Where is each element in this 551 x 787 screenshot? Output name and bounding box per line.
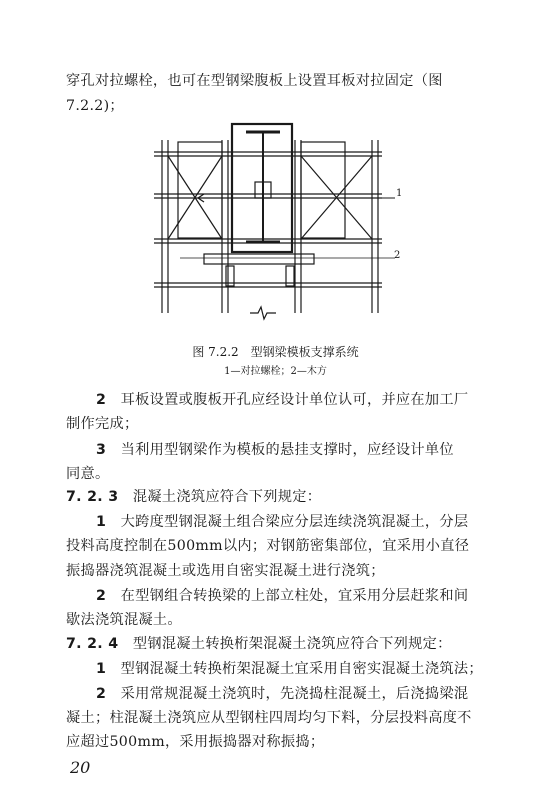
paragraph-text: 型钢混凝土转换桁架混凝土宜采用自密实混凝土浇筑法； — [120, 661, 483, 677]
paragraph-text: 同意。 — [66, 466, 110, 482]
formwork-figure — [150, 118, 420, 330]
section-title: 混凝土浇筑应符合下列规定： — [132, 489, 322, 505]
paragraph-text: 制作完成； — [66, 416, 139, 432]
paragraph-text: 凝土；柱混凝土浇筑应从型钢柱四周均匀下料，分层投料高度不 — [66, 710, 472, 726]
item-number: 3 — [96, 442, 107, 458]
paragraph-text: 当利用型钢梁作为模板的悬挂支撑时，应经设计单位 — [120, 442, 454, 458]
figure-caption: 图 7.2.2 型钢梁模板支撑系统 — [192, 345, 359, 359]
paragraph-text: 投料高度控制在500mm以内；对钢筋密集部位，宜采用小直径 — [66, 538, 470, 554]
paragraph-text: 采用常规混凝土浇筑时，先浇捣柱混凝土，后浇捣梁混 — [120, 686, 469, 702]
page-number: 20 — [70, 758, 91, 777]
paragraph-text: 耳板设置或腹板开孔应经设计单位认可，并应在加工厂 — [120, 392, 469, 408]
paragraph-text: 振捣器浇筑混凝土或选用自密实混凝土进行浇筑； — [66, 563, 385, 579]
item-number: 2 — [96, 392, 107, 408]
item-number: 2 — [96, 686, 107, 702]
item-number: 1 — [96, 514, 107, 530]
figure-legend: 1—对拉螺栓；2—木方 — [224, 366, 327, 377]
figure-label-1: 1 — [396, 188, 403, 199]
item-number: 2 — [96, 588, 107, 604]
paragraph-text: 在型钢组合转换梁的上部立柱处，宜采用分层赶浆和间 — [120, 588, 469, 604]
section-number: 7. 2. 4 — [66, 636, 119, 652]
text-line: 7.2.2)； — [66, 98, 124, 114]
item-number: 1 — [96, 661, 107, 677]
section-title: 型钢混凝土转换桁架混凝土浇筑应符合下列规定： — [132, 636, 452, 652]
paragraph-text: 应超过500mm，采用振捣器对称振捣； — [66, 734, 325, 750]
section-number: 7. 2. 3 — [66, 489, 119, 505]
text-line: 穿孔对拉螺栓，也可在型钢梁腹板上设置耳板对拉固定（图 — [66, 73, 443, 89]
formwork-diagram — [150, 118, 420, 330]
figure-label-2: 2 — [394, 250, 401, 261]
paragraph-text: 大跨度型钢混凝土组合梁应分层连续浇筑混凝土，分层 — [120, 514, 469, 530]
paragraph-text: 歇法浇筑混凝土。 — [66, 612, 182, 628]
